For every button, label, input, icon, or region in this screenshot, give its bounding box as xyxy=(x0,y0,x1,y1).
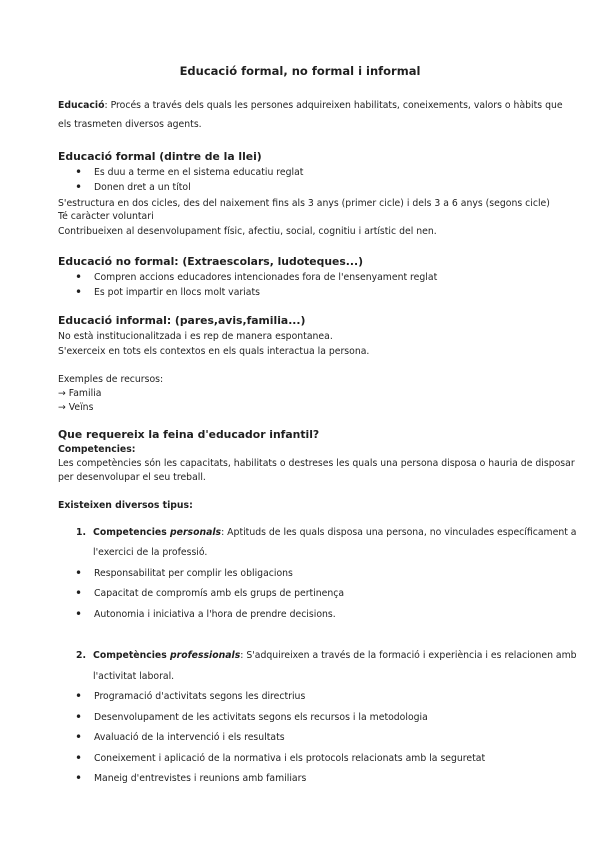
list-item: • Responsabilitat per complir les obligacions xyxy=(75,568,293,580)
list-item: • Es duu a terme en el sistema educatiu reglat xyxy=(75,167,303,179)
formal-line: Contribueixen al desenvolupament físic, afectiu, social, cognitiu i artístic del nen. xyxy=(58,226,437,237)
list-item: • Autonomia i iniciativa a l'hora de prendre decisions. xyxy=(75,609,336,621)
intro-text: : Procés a través dels quals les persones adquireixen habilitats, coneixements, valors o hàbits que xyxy=(104,100,563,111)
section-heading-educador: Que requereix la feina d'educador infantil? xyxy=(58,428,320,441)
competencies-text: Les competències són les capacitats, habilitats o destreses les quals una persona disposa o hauria de disposar xyxy=(58,458,575,469)
informal-line: No està institucionalitzada i es rep de manera espontanea. xyxy=(58,331,333,342)
intro-paragraph xyxy=(58,100,563,112)
list-item: • Desenvolupament de les activitats segons els recursos i la metodologia xyxy=(75,712,428,724)
numbered-item-personal: 1. Competencies personals: Aptituds de les quals disposa una persona, no vinculades específicament a xyxy=(76,527,577,538)
professional-text-cont: l'activitat laboral. xyxy=(93,671,175,682)
examples-label: Exemples de recursos: xyxy=(58,374,164,385)
example-item: → Veïns xyxy=(58,402,94,413)
list-item: • Donen dret a un títol xyxy=(75,182,191,194)
formal-line: S'estructura en dos cicles, des del naixement fins als 3 anys (primer cicle) i dels 3 a 6 anys (segons cicle) xyxy=(58,198,550,209)
list-item: • Maneig d'entrevistes i reunions amb familiars xyxy=(75,773,306,785)
section-heading-informal: Educació informal: (pares,avis,familia...) xyxy=(58,314,306,327)
formal-line: Té caràcter voluntari xyxy=(58,211,154,222)
list-item: • Compren accions educadores intencionades fora de l'ensenyament reglat xyxy=(75,272,437,284)
list-item: • Capacitat de compromís amb els grups de pertinença xyxy=(75,588,344,600)
list-item: • Programació d'activitats segons les directrius xyxy=(75,691,305,703)
example-item: → Familia xyxy=(58,388,102,399)
competencies-text-cont: per desenvolupar el seu treball. xyxy=(58,472,206,483)
informal-line: S'exerceix en tots els contextos en els quals interactua la persona. xyxy=(58,346,370,357)
list-item: • Es pot impartir en llocs molt variats xyxy=(75,287,260,299)
list-item: • Avaluació de la intervenció i els resultats xyxy=(75,732,285,744)
page-title: Educació formal, no formal i informal xyxy=(179,64,421,78)
section-heading-noformal: Educació no formal: (Extraescolars, ludoteques...) xyxy=(58,255,364,268)
intro-term: Educació xyxy=(58,100,105,111)
competencies-subheading: Competencies: xyxy=(58,444,136,455)
intro-text-cont: els trasmeten diversos agents. xyxy=(58,119,202,130)
types-label: Existeixen diversos tipus: xyxy=(58,500,193,511)
list-item: • Coneixement i aplicació de la normativa i els protocols relacionats amb la seguretat xyxy=(75,753,485,765)
numbered-item-professional: 2. Competències professionals: S'adquireixen a través de la formació i experiència i es relacionen amb xyxy=(76,650,577,661)
section-heading-formal: Educació formal (dintre de la llei) xyxy=(58,150,262,163)
personal-text-cont: l'exercici de la professió. xyxy=(93,547,208,558)
